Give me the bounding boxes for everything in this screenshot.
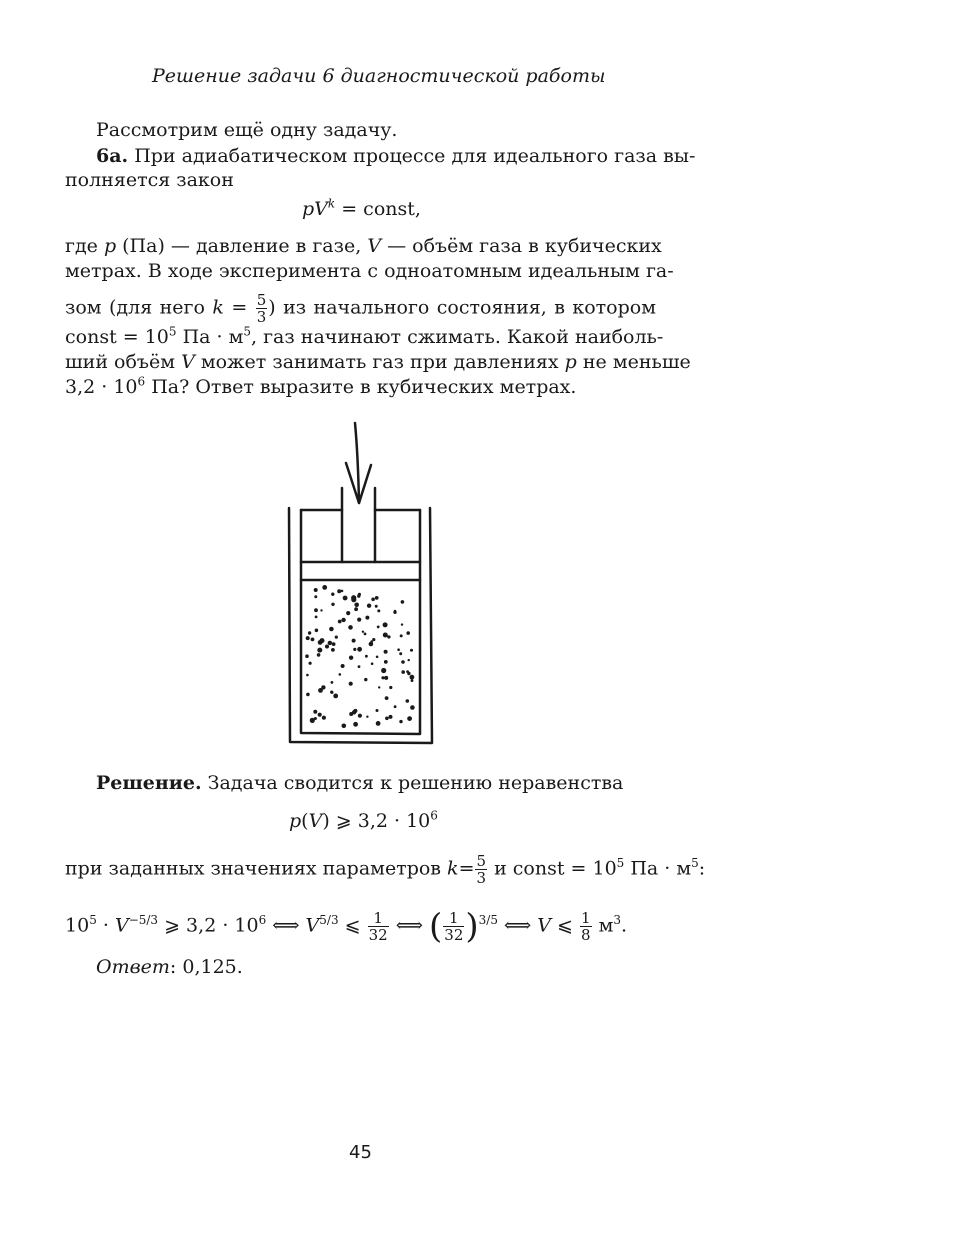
gas-particle [352,639,356,643]
gas-particle [410,705,415,710]
gas-particle [353,648,356,651]
gas-particle [311,638,315,642]
gas-particle [305,654,309,658]
gas-particle [399,720,402,723]
gas-particle [346,611,350,615]
gas-particle [348,625,353,630]
gas-particle [401,600,405,604]
gas-particle [332,642,336,646]
gas-particle [320,609,322,611]
gas-particle [364,633,367,636]
gas-particle [342,724,347,729]
gas-particle [365,616,369,620]
gas-particle [339,673,342,676]
gas-particle [401,623,403,625]
gas-particle [354,603,359,608]
gas-particle [313,710,317,714]
gas-particle [357,618,361,622]
gas-particle [331,681,334,684]
gas-particle [410,675,415,680]
gas-particle [322,716,326,720]
gas-particle [315,616,318,619]
intro-text: Рассмотрим ещё одну задачу. [96,119,398,141]
gas-particle [400,634,403,637]
piston-plate [301,562,420,580]
gas-particle [309,662,312,665]
gas-particle [331,648,335,652]
gas-particle [331,603,334,606]
gas-particle [308,631,311,634]
gas-particle [399,652,402,655]
gas-particle [375,596,379,600]
solution-intro: Решение. Задача сводится к решению неравенства [96,772,624,794]
gas-particle [362,631,364,633]
gas-particle [341,664,345,668]
gas-particle [408,659,410,661]
solution-chain: $10^5 \cdot V^{-5/3}$ ⩾ $3,2 \cdot 10^6$ ⟺ $V^{5/3}$ ⩽ $\frac{1}{32}$ ⟺ ( $\frac{1}{32}$ )$^{3/5}$ ⟺ V ⩽ $\frac{1}{8}$ $м^3$. [65,906,628,947]
gas-particle [383,633,388,638]
gas-particle [381,676,384,679]
solution-inequality: p(V) ⩾ $3,2 \cdot 10^6$ [289,808,438,832]
problem-label: 6а. [96,145,129,167]
gas-particle [406,631,410,635]
gas-particle [354,607,358,611]
gas-particle [377,626,380,629]
gas-particle [381,668,386,673]
gas-particle [330,691,333,694]
gas-particle [387,635,390,638]
gas-particle [317,648,322,653]
gas-particle [322,585,327,590]
gas-particle [385,696,389,700]
gas-particle [329,627,334,632]
gas-particle [401,660,405,664]
gas-particle [384,660,388,664]
gas-particle [371,662,374,665]
gas-particle [371,598,375,602]
gas-particle [397,648,400,651]
gas-particle [335,636,338,639]
gas-particle [317,653,321,657]
gas-particle [366,716,368,718]
gas-particle [353,722,358,727]
problem-line-8: $3,2 \cdot 10^6$ Па? Ответ выразите в кубических метрах. [65,374,577,398]
gas-particle [351,595,356,600]
gas-particle [343,596,348,601]
gas-particle [383,622,388,627]
gas-particle [306,674,309,677]
problem-line-5: зом (для него k = $\frac{5}{3}$ ) из начального состояния, в котором [65,291,657,326]
gas-particle [318,713,322,717]
gas-particle [341,590,344,593]
problem-line-1: 6а. При адиабатическом процессе для идеального газа вы- [96,145,696,167]
gas-particle [358,714,362,718]
problem-line-2: полняется закон [65,169,234,191]
cylinder-inner-wall [301,510,420,734]
gas-particle [393,611,396,614]
gas-particle [376,721,381,726]
gas-particle [358,665,361,668]
gas-particle [367,604,371,608]
page-number: 45 [349,1142,372,1163]
gas-particle [394,705,397,708]
gas-particle [314,595,317,598]
gas-particle [314,717,317,720]
solution-params: при заданных значениях параметров k= $\frac{5}{3}$ и const = $10^5$ Па · $м^5$: [65,852,706,887]
gas-particle [389,715,393,719]
gas-particle [333,694,338,699]
fraction-5-3: $\frac{5}{3}$ [256,291,267,326]
gas-particle [401,670,405,674]
gas-particle [331,593,334,596]
gas-particle [318,688,323,693]
gas-particle [314,608,318,612]
gas-particle [320,638,325,643]
gas-particle [349,682,353,686]
problem-line-3: где p (Па) — давление в газе, V — объём газа в кубических [65,235,662,257]
cylinder-piston-figure [280,415,445,755]
gas-particle [389,686,392,689]
gas-particle [365,655,368,658]
running-header: Решение задачи 6 диагностической работы [152,65,606,87]
answer: Ответ: 0,125. [96,956,243,978]
gas-particle [384,676,388,680]
gas-particle [372,638,375,641]
gas-particle [349,656,353,660]
gas-particle [325,645,329,649]
problem-line-6: const = $10^5$ Па · $м^5$, газ начинают сжимать. Какой наиболь- [65,324,664,348]
gas-particle [364,678,367,681]
gas-particle [306,636,310,640]
gas-particle [330,641,332,643]
gas-particle [376,709,379,712]
gas-particle [376,656,379,659]
gas-particle [315,629,319,633]
gas-particle [406,670,409,673]
gas-particle [406,699,410,703]
adiabatic-law: $pV^k$ = const, [302,196,421,220]
gas-particle [349,712,353,716]
gas-particle [357,594,360,597]
gas-particle [384,650,388,654]
gas-particle [338,620,342,624]
gas-particle [341,618,345,622]
gas-particle [314,588,318,592]
gas-particle [337,589,341,593]
gas-particle [378,686,380,688]
gas-particle [411,679,414,682]
gas-particle [377,609,380,612]
problem-line-4: метрах. В ходе эксперимента с одноатомным идеальным га- [65,260,674,282]
gas-particles [305,585,415,728]
solution-label: Решение. [96,772,202,794]
gas-particle [357,647,362,652]
gas-particle [407,716,412,721]
problem-line-7: ший объём V может занимать газ при давлениях p не меньше [65,351,691,373]
gas-particle [385,717,389,721]
gas-particle [410,649,413,652]
gas-particle [375,605,378,608]
gas-particle [306,693,310,697]
gas-particle [370,640,373,643]
